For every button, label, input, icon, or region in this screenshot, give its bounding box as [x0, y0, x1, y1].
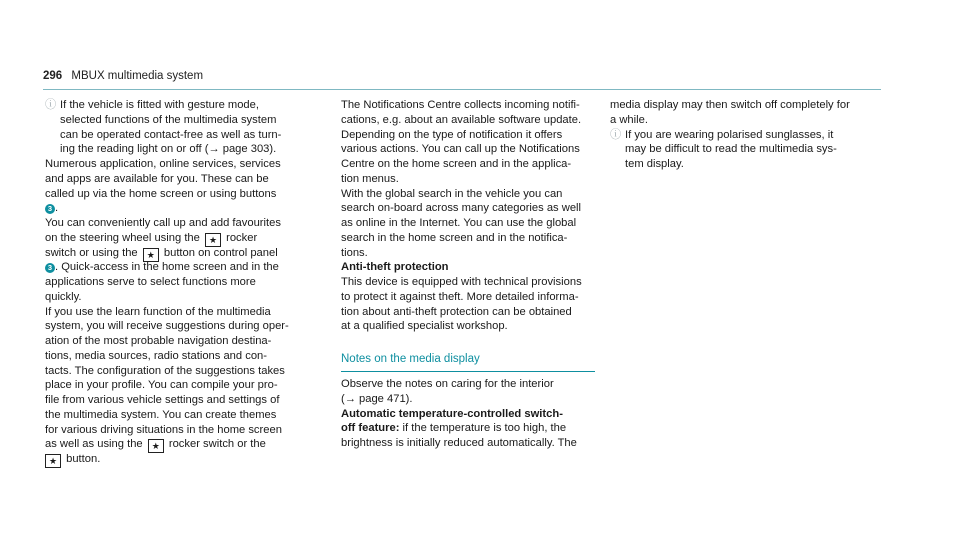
text-line: ation of the most probable navigation destina- — [45, 335, 272, 347]
text-line: You can conveniently call up and add favourites — [45, 217, 281, 229]
text-fragment: . Quick-access in the home screen and in the — [55, 261, 279, 274]
callout-3-icon: 3 — [45, 263, 55, 273]
star-button-icon: ★ — [205, 233, 221, 247]
note-line: If the vehicle is fitted with gesture mode, — [60, 99, 259, 111]
text-line: called up via the home screen or using buttons — [45, 187, 277, 200]
column-3 — [610, 98, 872, 172]
text-line: as online in the Internet. You can use the global — [341, 217, 577, 229]
note-line: If you are wearing polarised sunglasses, it — [625, 128, 834, 141]
column-1 — [45, 98, 307, 467]
text-fragment: as well as using the — [45, 438, 143, 451]
text-line: search on-board across many categories as well — [341, 202, 582, 215]
star-button-icon: ★ — [148, 439, 164, 453]
text-line: tion menus. — [341, 172, 399, 185]
page-number: 296 — [43, 70, 63, 82]
note-line: selected functions of the multimedia system — [60, 113, 277, 126]
text-line: cations, e.g. about an available software update. — [341, 113, 582, 126]
text-line: tions, media sources, radio stations and con- — [45, 349, 268, 362]
text-line: Observe the notes on caring for the interior — [341, 378, 554, 390]
column-2 — [341, 98, 603, 334]
text-line: media display may then switch off completely for — [610, 99, 850, 111]
text-line: Centre on the home screen and in the applica- — [341, 158, 572, 170]
text-line: applications serve to select functions more — [45, 276, 256, 288]
text-line: the multimedia system. You can create themes — [45, 408, 277, 421]
info-icon: ⓘ — [610, 128, 622, 141]
text-line: If you use the learn function of the multimedia — [45, 305, 271, 318]
text-line: With the global search in the vehicle you can — [341, 187, 563, 200]
text-line: This device is equipped with technical provisions — [341, 276, 582, 288]
section-rule — [341, 371, 595, 372]
text-fragment: switch or using the — [45, 246, 138, 259]
subheading-auto-switch-off: Automatic temperature-controlled switch- — [341, 407, 563, 420]
text-line: various actions. You can call up the Notifications — [341, 143, 580, 156]
text-line: place in your profile. You can compile your pro- — [45, 379, 278, 392]
callout-3-icon: 3 — [45, 204, 55, 214]
text-line: to protect it against theft. More detailed informa- — [341, 290, 579, 303]
text-line: for various driving situations in the home screen — [45, 423, 282, 436]
text-line: Depending on the type of notification it offers — [341, 128, 563, 141]
section-title: Notes on the media display — [341, 353, 480, 365]
text-fragment: rocker — [226, 231, 258, 244]
text-fragment: if the temperature is too high, the — [399, 422, 567, 435]
text-line: file from various vehicle settings and settings of — [45, 394, 280, 406]
text-line: system, you will receive suggestions during oper- — [45, 320, 289, 333]
star-button-icon: ★ — [143, 248, 159, 262]
text-line: (→ page 471). — [341, 392, 413, 405]
text-line: tions. — [341, 246, 368, 259]
note-line: tem display. — [625, 158, 684, 170]
text-line: search in the home screen and in the notifica- — [341, 231, 568, 244]
note-line: may be difficult to read the multimedia sys- — [625, 143, 837, 156]
text-line: Numerous application, online services, services — [45, 158, 281, 170]
note-line: ing the reading light on or off (→ page 303). — [60, 143, 277, 156]
text-fragment: button. — [66, 453, 101, 465]
subheading-anti-theft: Anti-theft protection — [341, 261, 449, 274]
text-line: brightness is initially reduced automatically. The — [341, 437, 577, 449]
text-fragment: . — [55, 202, 59, 215]
text-line: quickly. — [45, 290, 82, 303]
page-header — [43, 70, 203, 82]
text-line: tion about anti-theft protection can be obtained — [341, 305, 572, 318]
text-line: The Notifications Centre collects incoming notifi- — [341, 99, 580, 111]
text-line: at a qualified specialist workshop. — [341, 320, 508, 333]
header-rule — [43, 89, 881, 90]
text-fragment: on the steering wheel using the — [45, 231, 200, 244]
note-line: can be operated contact-free as well as turn- — [60, 128, 282, 141]
header-title: MBUX multimedia system — [71, 70, 204, 82]
text-fragment: rocker switch or the — [168, 438, 266, 451]
text-line: a while. — [610, 113, 648, 126]
text-line: tacts. The configuration of the suggestions takes — [45, 364, 285, 377]
column-2-lower — [341, 377, 603, 451]
text-fragment: button on control panel — [163, 246, 278, 259]
text-line: and apps are available for you. These can be — [45, 172, 269, 185]
info-icon: ⓘ — [45, 99, 57, 111]
subheading-auto-switch-off: off feature: — [341, 422, 400, 435]
star-button-icon: ★ — [45, 454, 61, 468]
